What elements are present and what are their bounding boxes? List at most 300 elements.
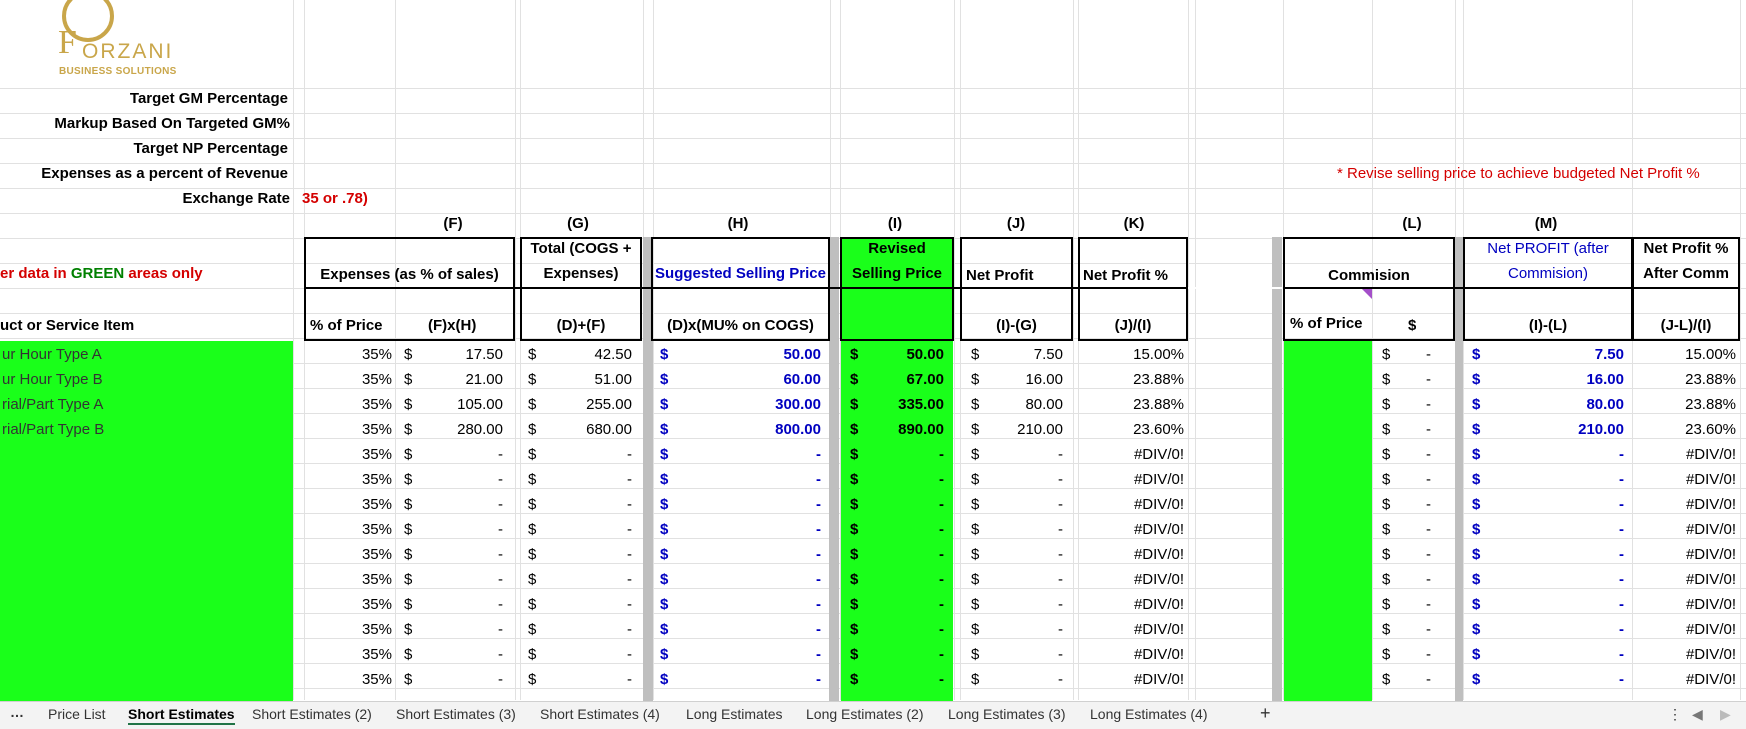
cell-nppc[interactable]: #DIV/0! (1685, 671, 1736, 688)
cell-exp[interactable]: - (498, 571, 503, 588)
cell-exp[interactable]: - (498, 446, 503, 463)
cell-np[interactable]: - (1058, 671, 1063, 688)
cell-sug[interactable]: - (816, 621, 821, 638)
cell-exp[interactable]: - (498, 521, 503, 538)
cell-total[interactable]: 680.00 (586, 421, 632, 438)
col-letter-j: (J) (1006, 215, 1026, 232)
cell-sug[interactable]: - (816, 646, 821, 663)
col-letter-k: (K) (1123, 215, 1145, 232)
cell-nppc[interactable]: #DIV/0! (1685, 521, 1736, 538)
cell-pct[interactable]: 35% (361, 471, 392, 488)
cell-item[interactable] (2, 667, 292, 692)
currency-sign[interactable]: $ (404, 346, 413, 363)
cell-item[interactable]: rial/Part Type B (2, 421, 105, 438)
currency-sign[interactable]: $ (1382, 371, 1391, 388)
cell-comm[interactable]: - (1426, 346, 1431, 363)
cell-pct[interactable]: 35% (361, 671, 392, 688)
currency-sign[interactable]: $ (1382, 521, 1391, 538)
cell-nppc[interactable]: #DIV/0! (1685, 496, 1736, 513)
cell-npc[interactable]: - (1619, 671, 1624, 688)
cell-rev[interactable]: 335.00 (898, 396, 944, 413)
currency-sign[interactable]: $ (404, 471, 413, 488)
cell-exp[interactable]: 21.00 (465, 371, 503, 388)
currency-sign[interactable]: $ (850, 371, 859, 388)
cell-comm[interactable]: - (1426, 371, 1431, 388)
cell-npc[interactable]: 80.00 (1586, 396, 1624, 413)
currency-sign[interactable]: $ (1382, 571, 1391, 588)
cell-comm[interactable]: - (1426, 496, 1431, 513)
separator-col-2 (829, 237, 839, 701)
currency-sign[interactable]: $ (971, 546, 980, 563)
currency-sign[interactable]: $ (850, 671, 859, 688)
cell-npc[interactable]: - (1619, 621, 1624, 638)
cell-total[interactable]: - (627, 596, 632, 613)
tabs-more-button[interactable]: … (10, 704, 24, 720)
currency-sign[interactable]: $ (404, 671, 413, 688)
currency-sign[interactable]: $ (404, 546, 413, 563)
currency-sign[interactable]: $ (660, 671, 669, 688)
cell-np[interactable]: 210.00 (1017, 421, 1063, 438)
cell-np[interactable]: 7.50 (1033, 346, 1063, 363)
cell-item[interactable] (2, 542, 292, 567)
sheet-tab-bar (0, 701, 1746, 729)
enter-note-a: er data in (0, 265, 71, 282)
currency-sign[interactable]: $ (528, 521, 537, 538)
cell-rev[interactable]: - (939, 571, 944, 588)
tab-options-icon[interactable]: ⋮ (1668, 706, 1682, 722)
currency-sign[interactable]: $ (1472, 471, 1481, 488)
currency-sign[interactable]: $ (1382, 396, 1391, 413)
separator-col-4 (1455, 237, 1463, 701)
cell-comm[interactable]: - (1426, 396, 1431, 413)
cell-exp[interactable]: - (498, 546, 503, 563)
cell-pct[interactable]: 35% (361, 621, 392, 638)
cell-exp[interactable]: - (498, 471, 503, 488)
cell-np[interactable]: - (1058, 521, 1063, 538)
currency-sign[interactable]: $ (404, 521, 413, 538)
cell-rev[interactable]: 50.00 (906, 346, 944, 363)
sheet-tab[interactable]: Long Estimates (4) (1090, 706, 1208, 722)
currency-sign[interactable]: $ (971, 446, 980, 463)
currency-sign[interactable]: $ (1472, 421, 1481, 438)
currency-sign[interactable]: $ (971, 671, 980, 688)
sheet-tab[interactable]: Short Estimates (128, 706, 235, 725)
currency-sign[interactable]: $ (971, 346, 980, 363)
cell-total[interactable]: - (627, 496, 632, 513)
currency-sign[interactable]: $ (404, 371, 413, 388)
cell-rev[interactable]: 890.00 (898, 421, 944, 438)
currency-sign[interactable]: $ (1382, 346, 1391, 363)
cell-rev[interactable]: - (939, 546, 944, 563)
cell-npp[interactable]: #DIV/0! (1133, 496, 1184, 513)
cell-npp[interactable]: #DIV/0! (1133, 671, 1184, 688)
currency-sign[interactable]: $ (528, 621, 537, 638)
currency-sign[interactable]: $ (660, 596, 669, 613)
enter-note-green: GREEN (70, 265, 125, 282)
cell-rev[interactable]: - (939, 521, 944, 538)
currency-sign[interactable]: $ (660, 446, 669, 463)
cell-sug[interactable]: - (816, 596, 821, 613)
cell-rev[interactable]: - (939, 471, 944, 488)
cell-npp[interactable]: #DIV/0! (1133, 471, 1184, 488)
cell-np[interactable]: - (1058, 471, 1063, 488)
cell-npc[interactable]: 7.50 (1594, 346, 1624, 363)
sub-i-minus-g: (I)-(G) (996, 317, 1037, 334)
currency-sign[interactable]: $ (1382, 596, 1391, 613)
cell-np[interactable]: - (1058, 496, 1063, 513)
grid-hline (0, 113, 1746, 114)
currency-sign[interactable]: $ (1382, 546, 1391, 563)
currency-sign[interactable]: $ (971, 471, 980, 488)
cell-nppc[interactable]: #DIV/0! (1685, 646, 1736, 663)
cell-sug[interactable]: - (816, 496, 821, 513)
cell-pct[interactable]: 35% (361, 546, 392, 563)
cell-exp[interactable]: - (498, 496, 503, 513)
cell-pct[interactable]: 35% (361, 371, 392, 388)
cell-npc[interactable]: - (1619, 496, 1624, 513)
currency-sign[interactable]: $ (1382, 646, 1391, 663)
cell-total[interactable]: - (627, 571, 632, 588)
cell-total[interactable]: - (627, 471, 632, 488)
scroll-left-icon[interactable]: ◀ (1692, 706, 1703, 722)
currency-sign[interactable]: $ (850, 621, 859, 638)
cell-item[interactable] (2, 492, 292, 517)
currency-sign[interactable]: $ (1382, 421, 1391, 438)
currency-sign[interactable]: $ (1472, 571, 1481, 588)
currency-sign[interactable]: $ (528, 346, 537, 363)
currency-sign[interactable]: $ (528, 596, 537, 613)
currency-sign[interactable]: $ (1472, 346, 1481, 363)
cell-sug[interactable]: - (816, 571, 821, 588)
add-sheet-button[interactable]: + (1260, 703, 1271, 723)
cell-rev[interactable]: - (939, 621, 944, 638)
cell-rev[interactable]: - (939, 446, 944, 463)
header-net-profit-after-1: Net PROFIT (after (1487, 240, 1609, 257)
currency-sign[interactable]: $ (971, 621, 980, 638)
currency-sign[interactable]: $ (404, 571, 413, 588)
cell-sug[interactable]: - (816, 671, 821, 688)
grid-vline (1740, 0, 1741, 700)
currency-sign[interactable]: $ (850, 571, 859, 588)
grid-hline (0, 213, 1746, 214)
cell-pct[interactable]: 35% (361, 521, 392, 538)
cell-nppc[interactable]: #DIV/0! (1685, 571, 1736, 588)
comment-indicator-icon (1362, 289, 1372, 299)
cell-sug[interactable]: - (816, 521, 821, 538)
sheet-tab[interactable]: Short Estimates (4) (540, 706, 660, 722)
currency-sign[interactable]: $ (1472, 646, 1481, 663)
currency-sign[interactable]: $ (528, 496, 537, 513)
cell-rev[interactable]: - (939, 671, 944, 688)
cell-npp[interactable]: #DIV/0! (1133, 621, 1184, 638)
currency-sign[interactable]: $ (528, 446, 537, 463)
header-total-1: Total (COGS + (530, 240, 632, 257)
cell-comm[interactable]: - (1426, 571, 1431, 588)
exchange-note: 35 or .78) (302, 190, 368, 207)
cell-item[interactable] (2, 617, 292, 642)
currency-sign[interactable]: $ (850, 546, 859, 563)
currency-sign[interactable]: $ (528, 471, 537, 488)
currency-sign[interactable]: $ (660, 396, 669, 413)
cell-npp[interactable]: 23.88% (1133, 371, 1184, 388)
currency-sign[interactable]: $ (850, 471, 859, 488)
cell-npc[interactable]: - (1619, 571, 1624, 588)
currency-sign[interactable]: $ (1382, 446, 1391, 463)
currency-sign[interactable]: $ (404, 496, 413, 513)
cell-item[interactable] (2, 642, 292, 667)
currency-sign[interactable]: $ (1472, 446, 1481, 463)
cell-item[interactable]: rial/Part Type A (2, 396, 104, 413)
currency-sign[interactable]: $ (660, 371, 669, 388)
cell-npc[interactable]: 16.00 (1586, 371, 1624, 388)
product-header: uct or Service Item (0, 317, 135, 334)
cell-comm[interactable]: - (1426, 671, 1431, 688)
currency-sign[interactable]: $ (404, 396, 413, 413)
currency-sign[interactable]: $ (1472, 596, 1481, 613)
cell-total[interactable]: - (627, 546, 632, 563)
enter-data-note (0, 265, 203, 282)
header-net-profit-pct: Net Profit % (1083, 267, 1169, 284)
cell-sug[interactable]: 300.00 (775, 396, 821, 413)
revise-note: * Revise selling price to achieve budgeted Net Profit % (1337, 165, 1700, 182)
currency-sign[interactable]: $ (1472, 546, 1481, 563)
cell-total[interactable]: - (627, 646, 632, 663)
cell-nppc[interactable]: 15.00% (1685, 346, 1736, 363)
cell-npp[interactable]: #DIV/0! (1133, 446, 1184, 463)
cell-npp[interactable]: #DIV/0! (1133, 571, 1184, 588)
cell-nppc[interactable]: #DIV/0! (1685, 596, 1736, 613)
cell-pct[interactable]: 35% (361, 396, 392, 413)
currency-sign[interactable]: $ (850, 346, 859, 363)
currency-sign[interactable]: $ (971, 521, 980, 538)
cell-sug[interactable]: - (816, 546, 821, 563)
cell-pct[interactable]: 35% (361, 421, 392, 438)
currency-sign[interactable]: $ (660, 621, 669, 638)
currency-sign[interactable]: $ (404, 646, 413, 663)
currency-sign[interactable]: $ (660, 646, 669, 663)
cell-exp[interactable]: - (498, 621, 503, 638)
grid-vline (1372, 0, 1373, 700)
currency-sign[interactable]: $ (404, 446, 413, 463)
currency-sign[interactable]: $ (528, 546, 537, 563)
currency-sign[interactable]: $ (971, 371, 980, 388)
cell-rev[interactable]: 67.00 (906, 371, 944, 388)
cell-nppc[interactable]: #DIV/0! (1685, 446, 1736, 463)
currency-sign[interactable]: $ (528, 396, 537, 413)
currency-sign[interactable]: $ (528, 371, 537, 388)
currency-sign[interactable]: $ (1382, 471, 1391, 488)
currency-sign[interactable]: $ (1472, 496, 1481, 513)
cell-pct[interactable]: 35% (361, 646, 392, 663)
cell-np[interactable]: - (1058, 646, 1063, 663)
logo-subtitle: BUSINESS SOLUTIONS (59, 66, 177, 77)
cell-npc[interactable]: - (1619, 521, 1624, 538)
grid-hline (0, 88, 1746, 89)
cell-comm[interactable]: - (1426, 521, 1431, 538)
cell-npp[interactable]: 15.00% (1133, 346, 1184, 363)
cell-pct[interactable]: 35% (361, 571, 392, 588)
cell-comm[interactable]: - (1426, 621, 1431, 638)
cell-comm[interactable]: - (1426, 546, 1431, 563)
cell-npc[interactable]: - (1619, 446, 1624, 463)
cell-exp[interactable]: - (498, 671, 503, 688)
cell-total[interactable]: - (627, 446, 632, 463)
sheet-tab[interactable]: Long Estimates (686, 706, 783, 722)
cell-np[interactable]: 80.00 (1025, 396, 1063, 413)
sheet-tab[interactable]: Price List (48, 706, 106, 722)
currency-sign[interactable]: $ (971, 396, 980, 413)
currency-sign[interactable]: $ (404, 596, 413, 613)
cell-item[interactable] (2, 517, 292, 542)
currency-sign[interactable]: $ (971, 496, 980, 513)
currency-sign[interactable]: $ (528, 671, 537, 688)
header-divider (304, 287, 1740, 289)
cell-npc[interactable]: - (1619, 546, 1624, 563)
cell-item[interactable] (2, 592, 292, 617)
currency-sign[interactable]: $ (850, 421, 859, 438)
cell-exp[interactable]: - (498, 596, 503, 613)
currency-sign[interactable]: $ (528, 421, 537, 438)
header-np-after-comm-1: Net Profit % (1643, 240, 1729, 257)
cell-item[interactable]: ur Hour Type A (2, 346, 102, 363)
cell-pct[interactable]: 35% (361, 446, 392, 463)
cell-total[interactable]: 51.00 (594, 371, 632, 388)
cell-pct[interactable]: 35% (361, 496, 392, 513)
sheet-tab[interactable]: Long Estimates (2) (806, 706, 924, 722)
header-commision: Commision (1328, 267, 1410, 284)
currency-sign[interactable]: $ (1472, 671, 1481, 688)
currency-sign[interactable]: $ (971, 646, 980, 663)
cell-item[interactable]: ur Hour Type B (2, 371, 103, 388)
cell-comm[interactable]: - (1426, 471, 1431, 488)
cell-exp[interactable]: - (498, 646, 503, 663)
cell-nppc[interactable]: #DIV/0! (1685, 621, 1736, 638)
currency-sign[interactable]: $ (1382, 496, 1391, 513)
currency-sign[interactable]: $ (1472, 521, 1481, 538)
currency-sign[interactable]: $ (850, 446, 859, 463)
cell-pct[interactable]: 35% (361, 346, 392, 363)
cell-sug[interactable]: 800.00 (775, 421, 821, 438)
currency-sign[interactable]: $ (850, 646, 859, 663)
cell-np[interactable]: - (1058, 446, 1063, 463)
cell-total[interactable]: - (627, 521, 632, 538)
currency-sign[interactable]: $ (1382, 671, 1391, 688)
cell-sug[interactable]: 50.00 (783, 346, 821, 363)
cell-exp[interactable]: 17.50 (465, 346, 503, 363)
cell-sug[interactable]: 60.00 (783, 371, 821, 388)
sheet-tab[interactable]: Short Estimates (2) (252, 706, 372, 722)
currency-sign[interactable]: $ (660, 571, 669, 588)
cell-pct[interactable]: 35% (361, 596, 392, 613)
cell-sug[interactable]: - (816, 471, 821, 488)
cell-total[interactable]: - (627, 671, 632, 688)
currency-sign[interactable]: $ (528, 646, 537, 663)
cell-comm[interactable]: - (1426, 421, 1431, 438)
cell-np[interactable]: - (1058, 546, 1063, 563)
cell-np[interactable]: - (1058, 596, 1063, 613)
currency-sign[interactable]: $ (971, 596, 980, 613)
cell-npc[interactable]: 210.00 (1578, 421, 1624, 438)
currency-sign[interactable]: $ (971, 571, 980, 588)
cell-npp[interactable]: 23.60% (1133, 421, 1184, 438)
cell-total[interactable]: 255.00 (586, 396, 632, 413)
currency-sign[interactable]: $ (850, 496, 859, 513)
cell-nppc[interactable]: 23.60% (1685, 421, 1736, 438)
cell-rev[interactable]: - (939, 596, 944, 613)
currency-sign[interactable]: $ (850, 521, 859, 538)
currency-sign[interactable]: $ (404, 421, 413, 438)
currency-sign[interactable]: $ (660, 496, 669, 513)
scroll-right-icon[interactable]: ▶ (1720, 706, 1731, 722)
currency-sign[interactable]: $ (850, 596, 859, 613)
cell-npp[interactable]: 23.88% (1133, 396, 1184, 413)
currency-sign[interactable]: $ (1472, 396, 1481, 413)
currency-sign[interactable]: $ (660, 471, 669, 488)
currency-sign[interactable]: $ (1382, 621, 1391, 638)
currency-sign[interactable]: $ (971, 421, 980, 438)
cell-exp[interactable]: 105.00 (457, 396, 503, 413)
col-letter-h: (H) (727, 215, 749, 232)
commission-percent-area[interactable] (1284, 341, 1372, 701)
cell-np[interactable]: 16.00 (1025, 371, 1063, 388)
cell-item[interactable] (2, 567, 292, 592)
cell-np[interactable]: - (1058, 571, 1063, 588)
cell-total[interactable]: - (627, 621, 632, 638)
cell-comm[interactable]: - (1426, 446, 1431, 463)
cell-npp[interactable]: #DIV/0! (1133, 646, 1184, 663)
cell-npc[interactable]: - (1619, 596, 1624, 613)
header-net-profit-after-2: Commision) (1507, 265, 1588, 282)
cell-nppc[interactable]: 23.88% (1685, 371, 1736, 388)
cell-item[interactable] (2, 442, 292, 467)
cell-nppc[interactable]: 23.88% (1685, 396, 1736, 413)
cell-npp[interactable]: #DIV/0! (1133, 596, 1184, 613)
grid-hline (0, 163, 1746, 164)
sheet-tab[interactable]: Long Estimates (3) (948, 706, 1066, 722)
currency-sign[interactable]: $ (1472, 621, 1481, 638)
cell-total[interactable]: 42.50 (594, 346, 632, 363)
cell-nppc[interactable]: #DIV/0! (1685, 471, 1736, 488)
cell-rev[interactable]: - (939, 646, 944, 663)
currency-sign[interactable]: $ (850, 396, 859, 413)
currency-sign[interactable]: $ (660, 421, 669, 438)
sub-pct-price: % of Price (310, 317, 383, 334)
cell-npc[interactable]: - (1619, 646, 1624, 663)
currency-sign[interactable]: $ (660, 546, 669, 563)
grid-vline (954, 0, 955, 700)
sheet-tab[interactable]: Short Estimates (3) (396, 706, 516, 722)
currency-sign[interactable]: $ (660, 521, 669, 538)
cell-npp[interactable]: #DIV/0! (1133, 521, 1184, 538)
cell-comm[interactable]: - (1426, 646, 1431, 663)
cell-exp[interactable]: 280.00 (457, 421, 503, 438)
cell-sug[interactable]: - (816, 446, 821, 463)
cell-npc[interactable]: - (1619, 471, 1624, 488)
currency-sign[interactable]: $ (660, 346, 669, 363)
col-letter-m: (M) (1534, 215, 1558, 232)
cell-np[interactable]: - (1058, 621, 1063, 638)
cell-item[interactable] (2, 467, 292, 492)
cell-comm[interactable]: - (1426, 596, 1431, 613)
currency-sign[interactable]: $ (1472, 371, 1481, 388)
cell-rev[interactable]: - (939, 496, 944, 513)
target-np-label: Target NP Percentage (133, 140, 288, 157)
col-letter-f: (F) (443, 215, 463, 232)
currency-sign[interactable]: $ (404, 621, 413, 638)
cell-npp[interactable]: #DIV/0! (1133, 546, 1184, 563)
cell-nppc[interactable]: #DIV/0! (1685, 546, 1736, 563)
currency-sign[interactable]: $ (528, 571, 537, 588)
